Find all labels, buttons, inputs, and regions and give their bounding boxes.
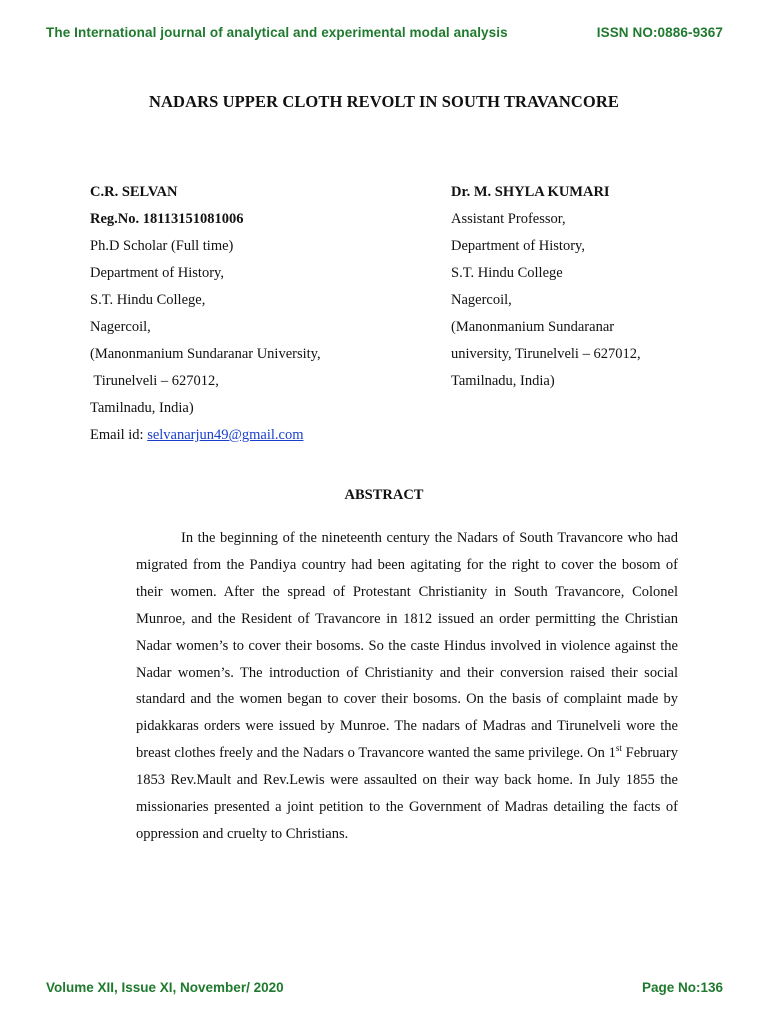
author-affiliation-line: S.T. Hindu College, xyxy=(90,292,206,308)
email-label: Email id: xyxy=(90,427,148,443)
author-affiliation-line: (Manonmanium Sundaranar University, xyxy=(90,346,321,362)
author-affiliation-line: (Manonmanium Sundaranar xyxy=(451,319,615,335)
paper-title: NADARS UPPER CLOTH REVOLT IN SOUTH TRAVANCORE xyxy=(149,92,619,111)
author-affiliation-line: university, Tirunelveli – 627012, xyxy=(451,346,641,362)
author-affiliation-line: Tamilnadu, India) xyxy=(90,400,194,416)
author-email-line xyxy=(90,422,410,449)
author-affiliation-line: Ph.D Scholar (Full time) xyxy=(90,238,234,254)
abstract-text: February 1853 Rev.Mault and Rev.Lewis were assaulted on their way back home. In July 1855 the missionaries presented a joint petition to the Government of Madras detailing the facts of oppression and cruelty to Christians. xyxy=(136,745,678,842)
email-link[interactable]: selvanarjun49@gmail.com xyxy=(147,427,304,443)
author-name: C.R. SELVAN xyxy=(90,184,178,200)
author-affiliation-line: Tamilnadu, India) xyxy=(451,373,555,389)
abstract-paragraph xyxy=(136,525,678,848)
author-block-right xyxy=(451,179,731,395)
author-reg-number: Reg.No. 18113151081006 xyxy=(90,211,244,227)
author-affiliation-line: Assistant Professor, xyxy=(451,211,566,227)
author-affiliation-line: Department of History, xyxy=(90,265,224,281)
volume-issue: Volume XII, Issue XI, November/ 2020 xyxy=(46,979,284,995)
author-affiliation-line: Nagercoil, xyxy=(451,292,512,308)
page-header xyxy=(46,22,723,42)
abstract-heading: ABSTRACT xyxy=(344,487,424,503)
page-footer xyxy=(46,977,723,997)
author-name: Dr. M. SHYLA KUMARI xyxy=(451,184,610,200)
author-block-left xyxy=(90,179,410,449)
issn-number: ISSN NO:0886-9367 xyxy=(596,24,723,40)
abstract-text: In the beginning of the nineteenth century the Nadars of South Travancore who had migrated from the Pandiya country had been agitating for the right to cover the bosom of their women. After the spread of Protestant Christianity in South Travancore, Colonel Munroe, and the Resident of Travancore in 1812 issued an order permitting the Christian Nadar women’s to cover their bosoms. So the caste Hindus involved in violence against the Nadar women’s. The introduction of Christianity and their conversion raised their social standard and the women began to cover their bosoms. On the basis of complaint made by pidakkaras orders were issued by Munroe. The nadars of Madras and Tirunelveli wore the breast clothes freely and the Nadars o Travancore wanted the same privilege. On 1 xyxy=(136,530,678,762)
author-affiliation-line: Tirunelveli – 627012, xyxy=(90,373,219,389)
author-affiliation-line: S.T. Hindu College xyxy=(451,265,563,281)
page-number: Page No:136 xyxy=(641,979,723,995)
author-affiliation-line: Nagercoil, xyxy=(90,319,151,335)
journal-name: The International journal of analytical and experimental modal analysis xyxy=(46,24,508,40)
author-affiliation-line: Department of History, xyxy=(451,238,585,254)
abstract-superscript: st xyxy=(615,743,622,754)
